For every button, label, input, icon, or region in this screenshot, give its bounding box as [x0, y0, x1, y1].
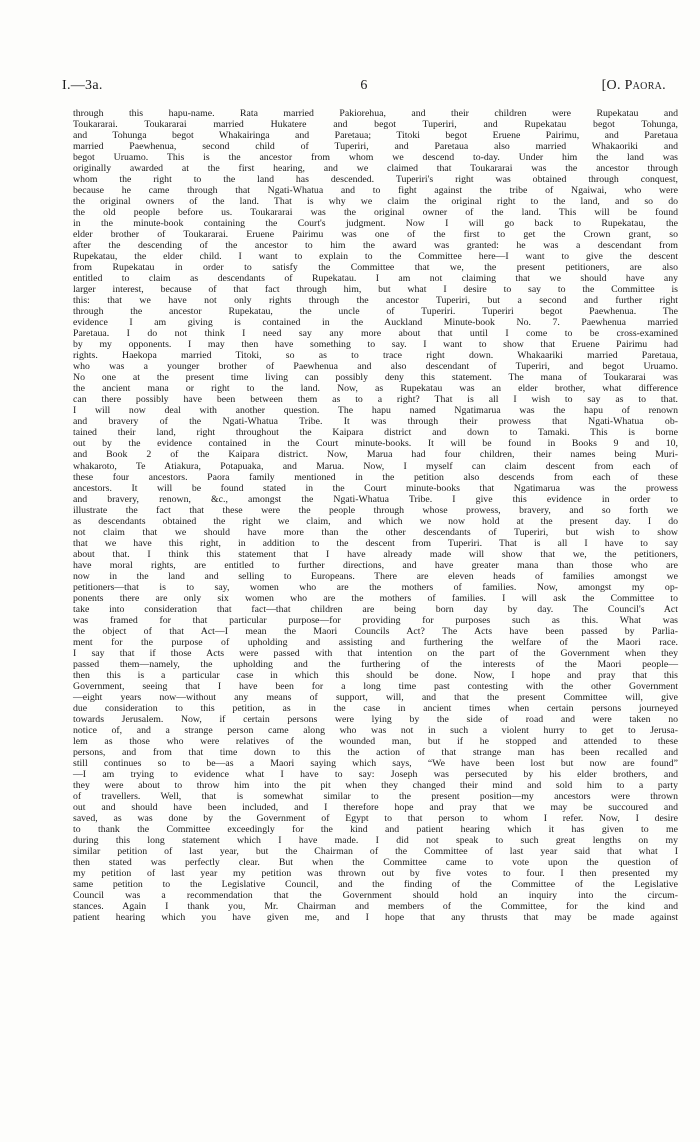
text-line: persons, and from that time down to this the action of that strange man has been recalled and	[73, 746, 678, 758]
text-line: through this hapu-name. Rata married Pakiorehua, and their children were Rupekatau and	[73, 108, 678, 119]
text-line: I will now deal with another question. The hapu named Ngatimarua was the hapu of renown	[73, 405, 678, 417]
text-line: not claim that we should have more than the other descendants of Tuperiri, but wish to show	[73, 526, 678, 538]
page-number: 6	[360, 78, 368, 93]
text-line: and bravery of the Ngati-Whatua Tribe. It was through their prowess that Ngati-Whatua ob-	[73, 416, 678, 428]
text-line: —eight years now—without any means of support, will, and that the present Committee will, give	[73, 691, 678, 703]
text-line: saved, as was done by the Government of Egypt to that person to whom I refer. Now, I desire	[73, 813, 678, 824]
text-line: originally awarded at the first hearing, and we claimed that Toukararai was the ancestor through	[73, 163, 678, 175]
text-line: and Tohunga begot Whakairinga and Paretaua; Titoki begot Eruene Pairimu, and Paretaua	[73, 130, 678, 142]
text-line: because he came through that Ngati-Whatua and to fight against the tribe of Ngaiwai, who were	[73, 185, 678, 197]
text-line: lem as those who were relatives of the wounded man, but if he stopped and attended to these	[73, 735, 678, 747]
text-line: through the ancestor Rupekatau, the uncle of Tuperiri. Tuperiri begot Paewhenua. The	[73, 306, 678, 318]
text-line: similar petition of last year, but the Chairman of the Committee of last year said that what I	[73, 846, 678, 858]
text-line: then stated was perfectly clear. But when the Committee came to vote upon the question of	[73, 857, 678, 869]
page-header	[62, 78, 666, 98]
text-line: Toukararai. Toukararai married Hukatere and begot Tuperiri, and Rupekatau begot Tohunga,	[73, 119, 678, 131]
text-line: as descendants obtained the right we claim, and which we now hold at the present day. I do	[73, 515, 678, 527]
text-line: Paretaua. I do not think I need say any more about that until I come to be cross-examined	[73, 328, 678, 340]
text-line: now in the land and selling to Europeans. There are eleven heads of families amongst we	[73, 570, 678, 582]
text-line: in the minute-book containing the Court's judgment. Now I will go back to Rupekatau, the	[73, 218, 678, 230]
text-line: ancestors. It will be found stated in the Court minute-books that Ngatimarua was the prowess	[73, 482, 678, 494]
text-line: about that. I think this statement that I have already made will show that we, the petitioners,	[73, 548, 678, 560]
text-line: the ancient mana or right to the land. Now, as Rupekatau was an elder brother, what difference	[73, 383, 678, 395]
text-line: elder brother of Toukararai. Eruene Pairimu was one of the first to get the Crown grant, so	[73, 229, 678, 241]
body-text	[73, 108, 678, 923]
text-line: have moral rights, are entitled to further directions, and have greater mana than those who are	[73, 559, 678, 571]
text-line: begot Uruamo. This is the ancestor from whom we descend to-day. Under him the land was	[73, 152, 678, 164]
text-line: my petition of last year my petition was thrown out by five votes to four. I then presented my	[73, 868, 678, 880]
text-line: petitioners—that is to say, women who are the mothers of families. Now, amongst my op-	[73, 581, 678, 593]
text-line: that we have this right, in addition to the descent from Tuperiri. That is all I have to say	[73, 537, 678, 549]
text-line: by my opponents. I may then have something to say. I want to show that Eruene Pairimu had	[73, 339, 678, 351]
text-line: No one at the present time living can possibly deny this statement. The mana of Toukararai was	[73, 372, 678, 384]
text-line: then this is a particular case in which this should be done. Now, I hope and pray that this	[73, 669, 678, 681]
text-line: who was a younger brother of Paewhenua and also descendant of Tuperiri, and begot Uruamo.	[73, 361, 678, 373]
text-line: whom the right to the land has descended. Tuperiri's right was obtained through conquest,	[73, 174, 678, 186]
text-line: ponents there are only six women who are the mothers of families. I will ask the Committee to	[73, 592, 678, 604]
text-line: stances. Again I thank you, Mr. Chairman and members of the Committee, for the kind and	[73, 901, 678, 913]
speaker-name: [O. Paora.	[601, 78, 666, 93]
text-line: same petition to the Legislative Council, and the finding of the Committee of the Legislative	[73, 879, 678, 891]
text-line: entitled to claim as descendants of Rupekatau. I am not claiming that we should have any	[73, 273, 678, 285]
text-line: of travellers. Well, that is somewhat similar to the present position—my ancestors were thrown	[73, 790, 678, 802]
text-line: notice of, and a strange person came along who was not in such a violent hurry to get to Jerusa-	[73, 724, 678, 736]
paper-reference: I.—3a.	[62, 78, 103, 93]
text-line: patient hearing which you have given me, and I hope that any thrusts that may be made against	[73, 912, 678, 924]
text-line: and Book 2 of the Kaipara district. Now, Marua had four children, their names being Muri-	[73, 449, 678, 461]
text-line: married Paewhenua, second child of Tuperiri, and Paretaua also married Whakaoriki and	[73, 141, 678, 153]
text-line: they were about to throw him into the pit when they changed their mind and sold him to a party	[73, 779, 678, 791]
text-line: due consideration to this petition, as in the case in ancient times when certain persons journeyed	[73, 702, 678, 714]
text-line: from Rupekatau in order to satisfy the Committee that we, the present petitioners, are also	[73, 262, 678, 274]
text-line: illustrate the fact that these were the people through whose prowess, bravery, and so forth we	[73, 504, 678, 516]
text-line: Government, seeing that I have been for a long time past contesting with the other Government	[73, 680, 678, 692]
text-line: rights. Haekopa married Titoki, so as to trace right down. Whakaariki married Paretaua,	[73, 350, 678, 362]
text-line: passed them—namely, the upholding and the furthering of the interests of the Maori people—	[73, 658, 678, 670]
text-line: these four ancestors. Paora family mentioned in the petition also descends from each of these	[73, 471, 678, 483]
text-line: —I am trying to evidence what I have to say: Joseph was persecuted by his elder brothers, and	[73, 768, 678, 780]
text-line: larger interest, because of that fact through him, but what I desire to say to the Committee is	[73, 284, 678, 296]
text-line: after the descending of the ancestor to him the award was granted: he was a descendant from	[73, 240, 678, 252]
text-line: this: that we have not only rights through the ancestor Tuperiri, but a second and further right	[73, 295, 678, 307]
text-line: Rupekatau, the elder child. I want to explain to the Committee here—I want to give the descent	[73, 251, 678, 263]
text-line: the object of that Act—I mean the Maori Councils Act? The Acts have been passed by Parlia-	[73, 625, 678, 637]
text-line: take into consideration that fact—that children are being born day by day. The Council's Act	[73, 603, 678, 615]
text-line: evidence I am giving is contained in the Auckland Minute-book No. 7. Paewhenua married	[73, 317, 678, 329]
text-line: towards Jerusalem. Now, if certain persons were lying by the side of road and were taken no	[73, 713, 678, 725]
text-line: and bravery, renown, &c., amongst the Ngati-Whatua Tribe. I give this evidence in order to	[73, 493, 678, 505]
text-line: during this long statement which I have made. I did not speak to such great lengths on my	[73, 835, 678, 847]
text-line: the original owners of the land. That is why we claim the original right to the land, and so do	[73, 196, 678, 208]
text-line: the old people before us. Toukararai was the original owner of the land. This will be found	[73, 207, 678, 219]
text-line: ment for the purpose of upholding and assisting and furthering the welfare of the Maori race.	[73, 636, 678, 648]
text-line: whakaroto, Te Atiakura, Potapuaka, and Marua. Now, I myself can claim descent from each of	[73, 460, 678, 472]
text-line: out and should have been included, and I therefore hope and pray that we may be succoured and	[73, 801, 678, 813]
text-line: to thank the Committee exceedingly for the kind and patient hearing which it has given to me	[73, 824, 678, 836]
text-line: was framed for that particular purpose—for providing for purposes such as this. What was	[73, 614, 678, 626]
text-line: Council was a recommendation that the Government should hold an inquiry into the circum-	[73, 890, 678, 902]
text-line: out by the evidence contained in the Court minute-books. It will be found in Books 9 and 10,	[73, 438, 678, 450]
text-line: tained their land, right throughout the Kaipara district and down to Tamaki. This is borne	[73, 427, 678, 439]
text-line: still continues so to be—as a Maori saying which says, “We have been lost but now are found”	[73, 757, 678, 769]
text-line: I say that if those Acts were passed with that intention on the part of the Government when they	[73, 647, 678, 659]
text-line: can there possibly have been between them as to a right? That is all I wish to say as to that.	[73, 394, 678, 406]
